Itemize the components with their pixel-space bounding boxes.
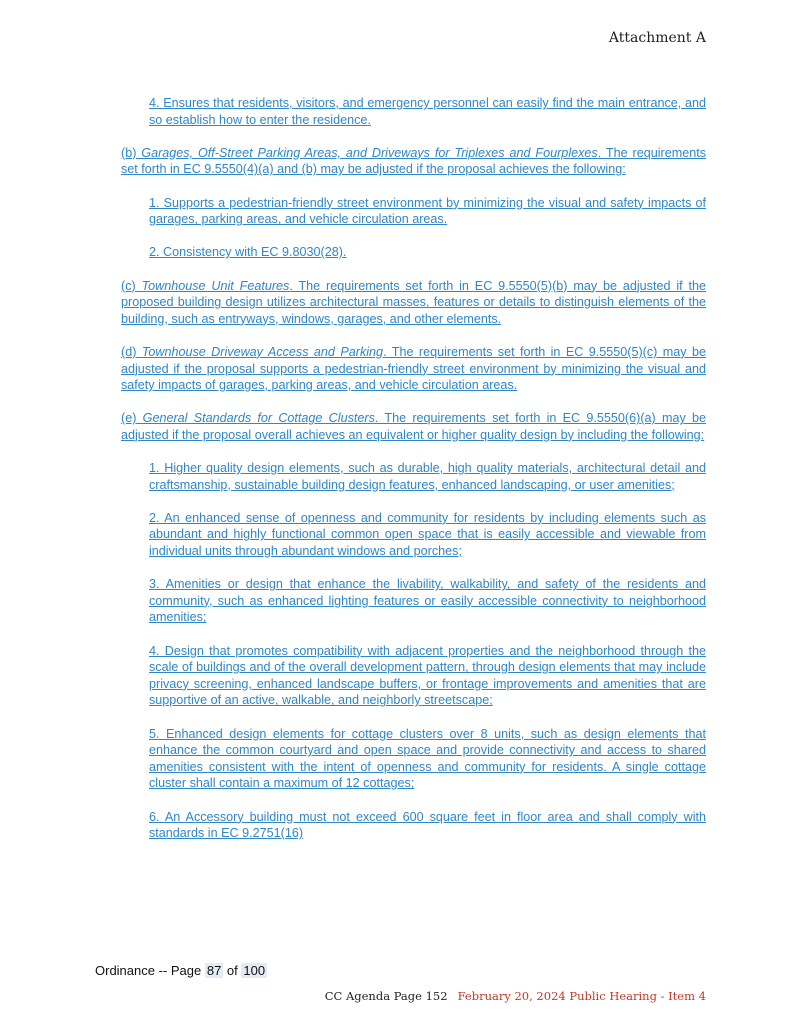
- ordinance-body: [121, 95, 706, 842]
- paragraph-e2: 2. An enhanced sense of openness and community for residents by including elements such as abundant and highly functional common open space that is easily accessible and viewable from individual units through abundant windows and porches;: [149, 510, 706, 559]
- paragraph-b-title: Garages, Off-Street Parking Areas, and Driveways for Triplexes and Fourplexes: [141, 145, 598, 160]
- paragraph-e1: 1. Higher quality design elements, such as durable, high quality materials, architectural detail and craftsmanship, sustainable building design features, enhanced landscaping, or user amenities;: [149, 461, 706, 492]
- page-number: 87: [206, 963, 222, 978]
- hearing-label: February 20, 2024 Public Hearing - Item 4: [457, 989, 706, 1003]
- paragraph-e: (e) General Standards for Cottage Clusters. The requirements set forth in EC 9.5550(6)(a) may be adjusted if the proposal overall achieves an equivalent or higher quality design by including the following:: [121, 411, 707, 442]
- agenda-footer: [325, 989, 706, 1003]
- paragraph-b1: 1. Supports a pedestrian-friendly street environment by minimizing the visual and safety impacts of garages, parking areas, and vehicle circulation areas.: [149, 195, 706, 227]
- paragraph-e-title: General Standards for Cottage Clusters: [142, 411, 375, 426]
- paragraph-e5: 5. Enhanced design elements for cottage clusters over 8 units, such as design elements that enhance the common courtyard and open space and provide connectivity and access to shared amenities consistent with the intent of openness and community for residents. A single cottage cluster shall contain a maximum of 12 cottages;: [149, 726, 706, 791]
- paragraph-b: (b) Garages, Off-Street Parking Areas, and Driveways for Triplexes and Fourplexes. The requirements set forth in EC 9.5550(4)(a) and (b) may be adjusted if the proposal achieves the following:: [121, 145, 706, 177]
- ordinance-label: Ordinance -- Page: [95, 963, 205, 978]
- of-label: of: [223, 963, 242, 978]
- paragraph-e4: 4. Design that promotes compatibility with adjacent properties and the neighborhood through the scale of buildings and of the overall development pattern, through design elements that may include privacy screening, enhanced landscape buffers, or frontage improvements and amenities that are supportive of an active, walkable, and neighborly streetscape;: [149, 643, 706, 708]
- paragraph-d: (d) Townhouse Driveway Access and Parking. The requirements set forth in EC 9.5550(5)(c) may be adjusted if the proposal supports a pedestrian-friendly street environment by minimizing the visual and safety impacts of garages, parking areas, and vehicle circulation areas.: [121, 344, 706, 393]
- paragraph-c: (c) Townhouse Unit Features. The requirements set forth in EC 9.5550(5)(b) may be adjusted if the proposed building design utilizes architectural masses, features or details to distinguish elements of the building, such as entryways, windows, garages, and other elements.: [121, 278, 707, 326]
- ordinance-page-footer: [95, 963, 267, 978]
- paragraph-c-title: Townhouse Unit Features: [141, 278, 290, 293]
- total-pages: 100: [243, 963, 266, 978]
- paragraph-e6: 6. An Accessory building must not exceed 600 square feet in floor area and shall comply with standards in EC 9.2751(16): [149, 809, 706, 841]
- paragraph-d-title: Townhouse Driveway Access and Parking: [141, 344, 384, 359]
- paragraph-e3: 3. Amenities or design that enhance the livability, walkability, and safety of the residents and community, such as enhanced lighting features or easily accessible connectivity to neighborhood amenities;: [149, 577, 706, 625]
- agenda-page-label: CC Agenda Page 152: [324, 989, 448, 1003]
- attachment-label: Attachment A: [608, 30, 706, 46]
- paragraph-b2: 2. Consistency with EC 9.8030(28).: [149, 245, 347, 260]
- paragraph-a4: 4. Ensures that residents, visitors, and emergency personnel can easily find the main entrance, and so establish how to enter the residence.: [149, 96, 706, 127]
